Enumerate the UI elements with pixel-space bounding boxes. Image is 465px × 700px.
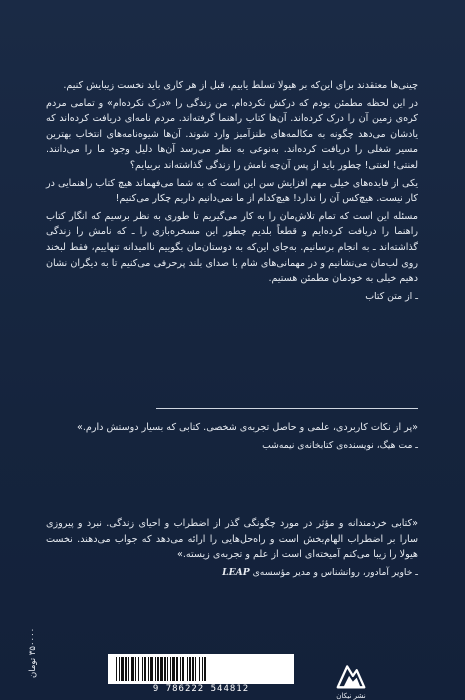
publisher-name: نشر نیکان: [336, 692, 366, 700]
review-block-2: [46, 516, 418, 582]
review-1-attribution: ـ مت هیگ، نویسنده‌ی کتابخانه‌ی نیمه‌شب: [262, 439, 418, 451]
excerpt-paragraph-2: در این لحظه مطمئن بودم که درکش نکرده‌ام. من زندگی را «درک نکرده‌ام» و تمامی مردم کره‌ی زمین آن را درک کرده‌اند. آن‌ها کتاب راهنما گرفته‌اند. مردم نامه‌ای دریافت کرده‌اند که یادشان می‌دهد چگونه به مکالمه‌های طنزآمیز وارد شوند. آن‌ها شیوه‌نامه‌های انتخاب بهترین مسیر شغلی را دریافت کرده‌اند. به‌نوعی به نظر می‌رسد آن‌ها دلیل وجود ما را می‌دانند. لعنتی! لعنتی! چطور باید از پس آن‌چه نامش را زندگی گذاشته‌اند بربیایم؟: [46, 97, 418, 171]
excerpt-paragraph-1: چینی‌ها معتقدند برای این‌که بر هیولا تسلط یابیم، قبل از هر کاری باید نخست زیبایش کنیم.: [63, 80, 418, 91]
review-2-attribution: [46, 565, 418, 581]
excerpt-block: [46, 78, 418, 306]
excerpt-paragraph-3: یکی از فایده‌های خیلی مهم افزایش سن این است که به شما می‌فهماند هیچ کتاب راهنمایی در کار نیست. هیچ‌کس آن را ندارد! هیچ‌کدام از ما نمی‌دانیم داریم چکار می‌کنیم!: [46, 177, 418, 205]
barcode-icon: [108, 654, 294, 684]
section-divider: [156, 408, 418, 409]
excerpt-paragraph-4: مسئله این است که تمام تلاش‌مان را به کار می‌گیریم تا طوری به نظر برسیم که انگار کتاب راهنما را دریافت کرده‌ایم و قطعاً بلدیم چطور این مسخره‌بازی را ـ که نامش را زندگی گذاشته‌اند ـ به انجام برسانیم. به‌جای این‌که به دوستان‌مان بگوییم ناامیدانه تنهاییم، فقط لبخند روی لب‌مان می‌نشانیم و در مهمانی‌های شام با صدای بلند پرحرفی می‌کنیم تا به دیگران نشان دهیم خیلی به خودمان مطمئن هستیم.: [46, 210, 418, 285]
publisher-logo-icon: [332, 655, 370, 693]
excerpt-source: ـ از متن کتاب: [365, 290, 418, 302]
barcode-bars: [116, 657, 286, 681]
review-2-quote: «کتابی خردمندانه و مؤثر در مورد چگونگی گذر از اضطراب و احیای زندگی. نبرد و پیروزی سارا بر اضطراب الهام‌بخش است و راه‌حل‌هایی را ارائه می‌دهد که جواب می‌دهند. نخست هیولا را زیبا می‌کنم آمیخته‌ای است از علم و تجربه‌ی زیسته.»: [46, 518, 418, 561]
review-2-attribution-prefix: ـ خاویر آمادور، روانشناس و مدیر مؤسسه‌ی: [252, 566, 418, 578]
price-label: ۳۵۰۰۰۰ تومان: [28, 628, 38, 679]
barcode-number: 9 786222 544812: [152, 684, 250, 694]
review-1-quote: «پر از نکات کاربردی، علمی و حاصل تجربه‌ی شخصی. کتابی که بسیار دوستش دارم.»: [76, 422, 418, 433]
review-block-1: [46, 420, 418, 455]
isbn-barcode: [96, 654, 306, 696]
review-2-attribution-org: LEAP: [222, 566, 250, 578]
